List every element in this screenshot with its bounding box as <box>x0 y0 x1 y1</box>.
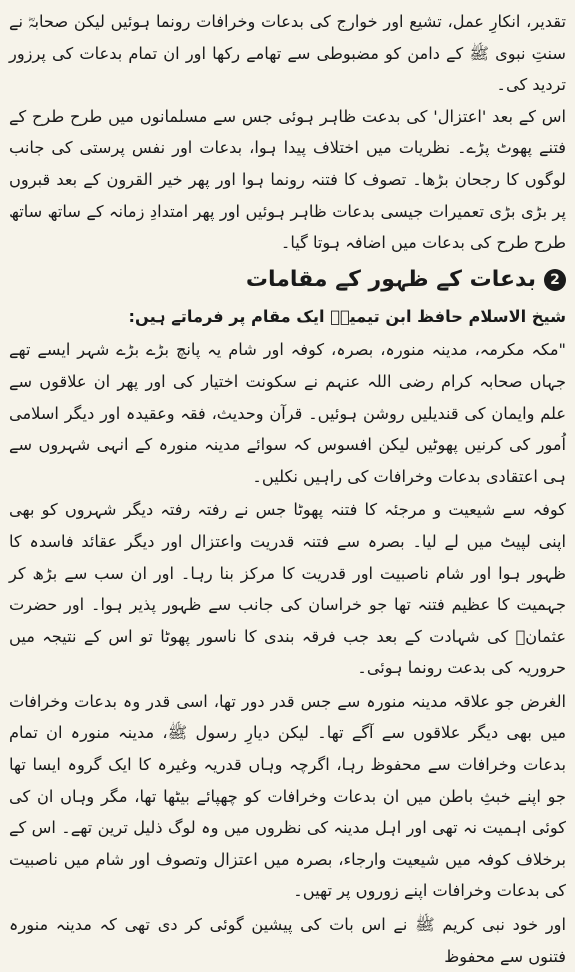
paragraph-3: کوفہ سے شیعیت و مرجئہ کا فتنہ پھوٹا جس نے رفتہ رفتہ دیگر شہروں کو بھی اپنی لپیٹ میں لے لیا۔ بصرہ سے فتنہ قدریت واعتزال اور دیگر عقائد فاسدہ کا ظہور ہوا اور شام ناصبیت اور قدریت کا مرکز بنا رہا۔ اور ان سب سے بڑھ کر جہمیت کا عظیم فتنہ تھا جو خراسان کی جانب سے ظہور پذیر ہوا۔ اور حضرت عثمانؓ کی شہادت کے بعد جب فرقہ بندی کا ناسور پھوٹا تو اس کے نتیجہ میں حروریہ کی بدعت رونما ہوئی۔ <box>9 500 566 678</box>
paragraph-1: تقدیر، انکارِ عمل، تشیع اور خوارج کی بدعات وخرافات رونما ہوئیں لیکن صحابہؓ نے سنتِ نبوی ﷺ کے دامن کو مضبوطی سے تھامے رکھا اور ان تمام بدعات کی پرزور تردید کی۔ <box>9 12 566 95</box>
quote-intro: شیخ الاسلام حافظ ابن تیمیہؒ ایک مقام پر فرماتے ہیں: <box>128 306 566 326</box>
paragraph-2: اس کے بعد 'اعتزال' کی بدعت ظاہر ہوئی جس سے مسلمانوں میں طرح طرح کے فتنے پھوٹ پڑے۔ نظریات میں اختلاف پیدا ہوا، بدعات اور نفس پرستی کی جانب لوگوں کا رجحان بڑھا۔ تصوف کا فتنہ رونما ہوا اور پھر خیر القرون کے بعد قبروں پر بڑی بڑی تعمیرات جیسی بدعات ظاہر ہوئیں اور پھر امتدادِ زمانہ کے ساتھ ساتھ طرح طرح کی بدعات میں اضافہ ہوتا گیا۔ <box>9 106 566 253</box>
section-number: 2 <box>544 269 566 291</box>
quote-body: "مکہ مکرمہ، مدینہ منورہ، بصرہ، کوفہ اور شام یہ پانچ بڑے بڑے شہر ایسے تھے جہاں صحابہ کرام رضی اللہ عنہم نے سکونت اختیار کی اور پھر ان علاقوں سے علم وایمان کی قندیلیں روشن ہوئیں۔ قرآن وحدیث، فقہ وعقیدہ اور دیگر اسلامی اُمور کی کرنیں پھوٹیں لیکن افسوس کہ سوائے مدینہ منورہ کے انہی شہروں سے ہی اعتقادی بدعات وخرافات کی راہیں نکلیں۔ <box>9 340 566 486</box>
section-title: بدعات کے ظہور کے مقامات <box>245 266 536 292</box>
section-heading <box>9 265 566 295</box>
paragraph-5: اور خود نبی کریم ﷺ نے اس بات کی پیشین گوئی کر دی تھی کہ مدینہ منورہ فتنوں سے محفوظ <box>9 915 566 966</box>
paragraph-4: الغرض جو علاقہ مدینہ منورہ سے جس قدر دور تھا، اسی قدر وہ بدعات وخرافات میں بھی دیگر علاقوں سے آگے تھا۔ لیکن دیارِ رسول ﷺ، مدینہ منورہ ان تمام بدعات وخرافات سے محفوظ رہا، اگرچہ وہاں قدریہ وغیرہ کا ایک گروہ ایسا تھا جو اپنے خبثِ باطن میں ان بدعات وخرافات کو چھپائے بیٹھا تھا، مگر وہاں ان کی کوئی اہمیت نہ تھی اور اہل مدینہ کی نظروں میں وہ لوگ ذلیل ترین تھے۔ اس کے برخلاف کوفہ میں شیعیت وارجاء، بصرہ میں اعتزال وتصوف اور شام میں ناصبیت کی بدعات وخرافات اپنے زوروں پر تھیں۔ <box>9 691 566 901</box>
